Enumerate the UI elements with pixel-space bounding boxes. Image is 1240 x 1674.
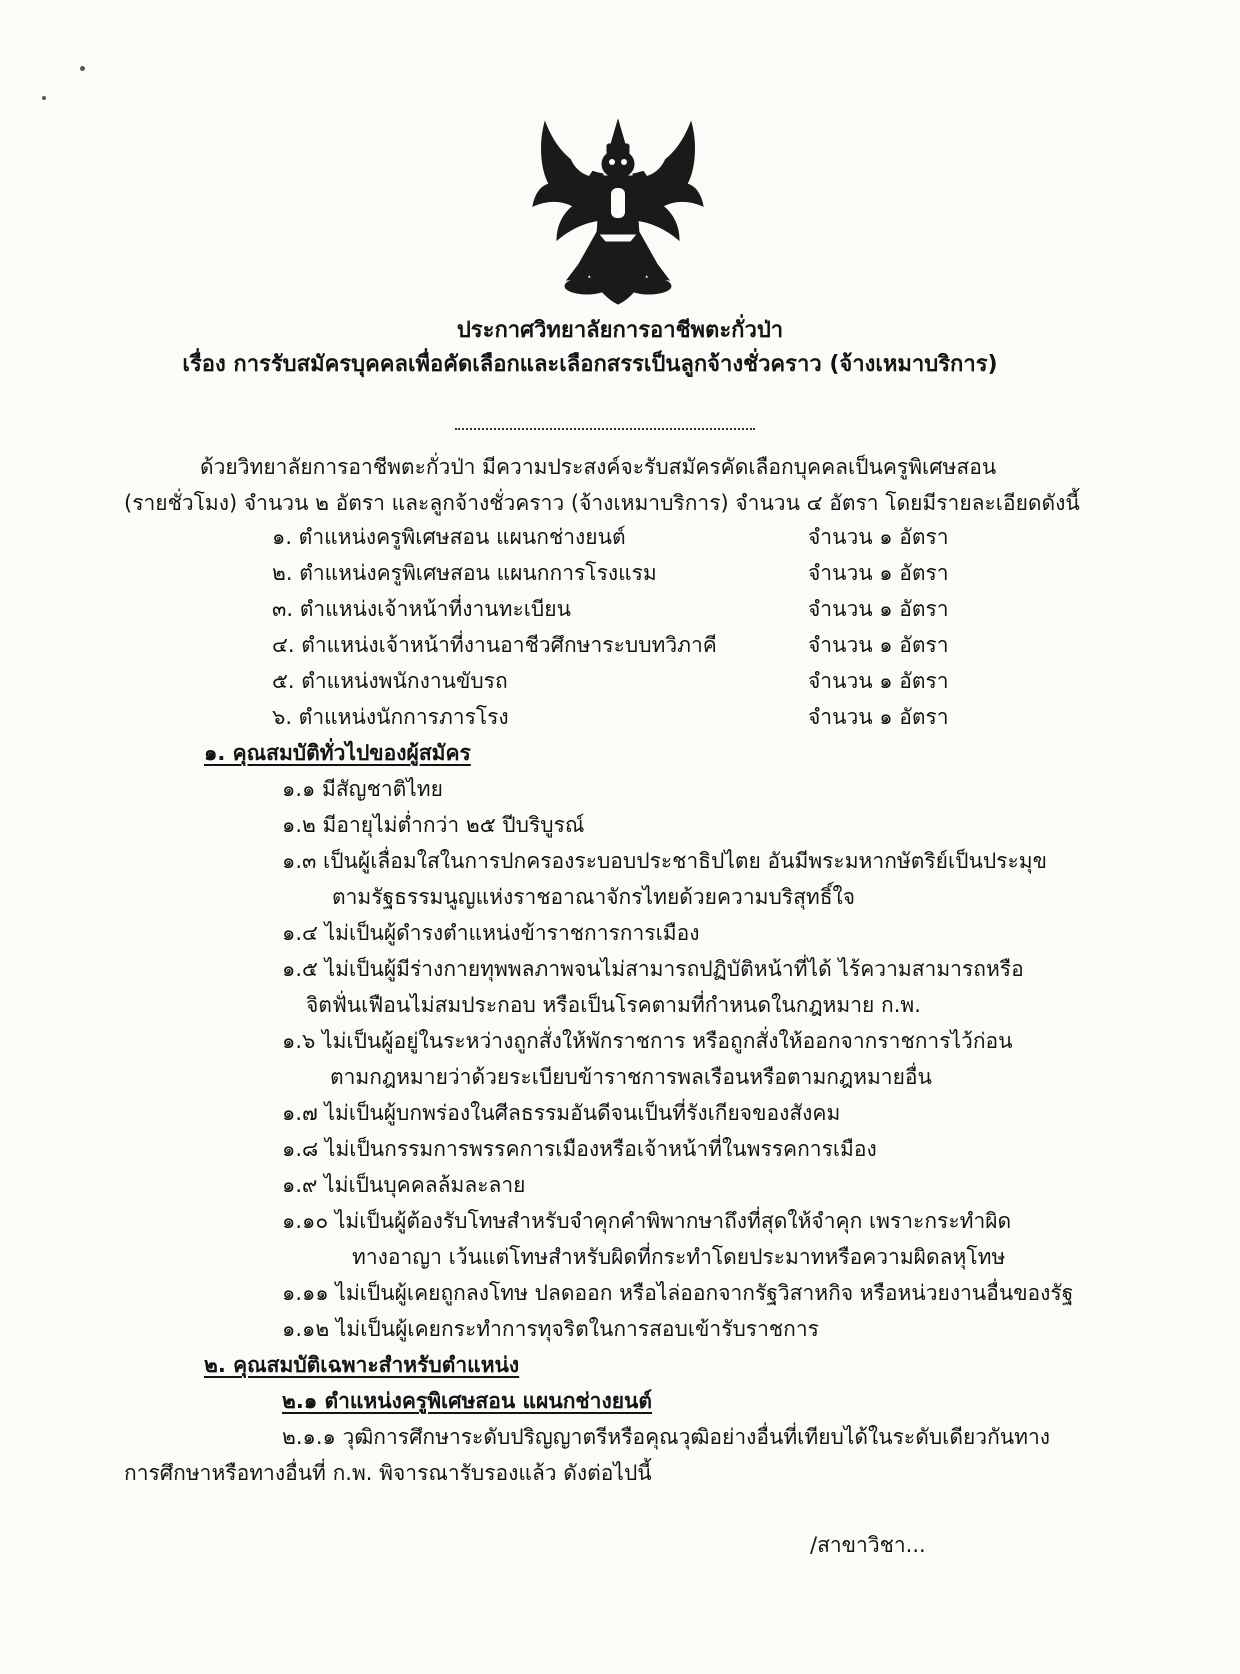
- qualification-line: ทางอาญา เว้นแต่โทษสำหรับผิดที่กระทำโดยประมาทหรือความผิดลหุโทษ: [352, 1245, 1006, 1269]
- qualification-line: ๑.๕ ไม่เป็นผู้มีร่างกายทุพพลภาพจนไม่สามารถปฏิบัติหน้าที่ได้ ไร้ความสามารถหรือ: [282, 957, 1024, 981]
- qualification-line: ๑.๘ ไม่เป็นกรรมการพรรคการเมืองหรือเจ้าหน้าที่ในพรรคการเมือง: [282, 1137, 877, 1161]
- qualification-line: ๑.๑ มีสัญชาติไทย: [282, 777, 443, 801]
- position-count: จำนวน ๑ อัตรา: [808, 561, 949, 585]
- announcement-title: ประกาศวิทยาลัยการอาชีพตะกั่วป่า: [456, 318, 784, 343]
- scan-speck: [80, 66, 85, 71]
- qualification-line: ๑.๗ ไม่เป็นผู้บกพร่องในศีลธรรมอันดีจนเป็นที่รังเกียจของสังคม: [282, 1101, 841, 1125]
- qualification-line: ๑.๑๐ ไม่เป็นผู้ต้องรับโทษสำหรับจำคุกคำพิพากษาถึงที่สุดให้จำคุก เพราะกระทำผิด: [282, 1209, 1012, 1233]
- intro-line-2: (รายชั่วโมง) จำนวน ๒ อัตรา และลูกจ้างชั่วคราว (จ้างเหมาบริการ) จำนวน ๔ อัตรา โดยมีรายละเอียดดังนี้: [124, 491, 1080, 515]
- position-title: ๕. ตำแหน่งพนักงานขับรถ: [272, 669, 508, 693]
- dotted-separator: [455, 428, 755, 430]
- qualification-line: ๑.๑๑ ไม่เป็นผู้เคยถูกลงโทษ ปลดออก หรือไล่ออกจากรัฐวิสาหกิจ หรือหน่วยงานอื่นของรัฐ: [282, 1281, 1074, 1305]
- qualification-line: ๑.๖ ไม่เป็นผู้อยู่ในระหว่างถูกสั่งให้พักราชการ หรือถูกสั่งให้ออกจากราชการไว้ก่อน: [282, 1029, 1013, 1053]
- position-count: จำนวน ๑ อัตรา: [808, 669, 949, 693]
- scan-speck: [42, 96, 46, 100]
- position-title: ๒. ตำแหน่งครูพิเศษสอน แผนกการโรงแรม: [272, 561, 657, 585]
- page-continuation: /สาขาวิชา...: [810, 1533, 926, 1557]
- position-title: ๖. ตำแหน่งนักการภารโรง: [272, 705, 509, 729]
- position-title: ๑. ตำแหน่งครูพิเศษสอน แผนกช่างยนต์: [272, 525, 626, 549]
- qualification-line: ตามรัฐธรรมนูญแห่งราชอาณาจักรไทยด้วยความบริสุทธิ์ใจ: [332, 885, 856, 909]
- announcement-subject: เรื่อง การรับสมัครบุคคลเพื่อคัดเลือกและเลือกสรรเป็นลูกจ้างชั่วคราว (จ้างเหมาบริการ): [182, 352, 998, 377]
- section-2-heading: ๒. คุณสมบัติเฉพาะสำหรับตำแหน่ง: [204, 1353, 520, 1377]
- position-count: จำนวน ๑ อัตรา: [808, 597, 949, 621]
- garuda-emblem: [527, 114, 709, 306]
- position-count: จำนวน ๑ อัตรา: [808, 705, 949, 729]
- qualification-line: ๑.๙ ไม่เป็นบุคคลล้มละลาย: [282, 1173, 526, 1197]
- qualification-line: ๑.๓ เป็นผู้เลื่อมใสในการปกครองระบอบประชาธิปไตย อันมีพระมหากษัตริย์เป็นประมุข: [282, 849, 1047, 873]
- qualification-line: ๑.๔ ไม่เป็นผู้ดำรงตำแหน่งข้าราชการการเมือง: [282, 921, 700, 945]
- qualification-line: ๑.๑๒ ไม่เป็นผู้เคยกระทำการทุจริตในการสอบเข้ารับราชการ: [282, 1317, 819, 1341]
- section-2-line-2: การศึกษาหรือทางอื่นที่ ก.พ. พิจารณารับรองแล้ว ดังต่อไปนี้: [124, 1461, 652, 1485]
- position-title: ๔. ตำแหน่งเจ้าหน้าที่งานอาชีวศึกษาระบบทวิภาคี: [272, 633, 717, 657]
- section-1-heading: ๑. คุณสมบัติทั่วไปของผู้สมัคร: [204, 741, 471, 765]
- section-2-1-heading: ๒.๑ ตำแหน่งครูพิเศษสอน แผนกช่างยนต์: [282, 1389, 653, 1413]
- position-title: ๓. ตำแหน่งเจ้าหน้าที่งานทะเบียน: [272, 597, 571, 621]
- qualification-line: ตามกฎหมายว่าด้วยระเบียบข้าราชการพลเรือนหรือตามกฎหมายอื่น: [330, 1065, 932, 1089]
- position-count: จำนวน ๑ อัตรา: [808, 633, 949, 657]
- position-count: จำนวน ๑ อัตรา: [808, 525, 949, 549]
- section-2-line-1: ๒.๑.๑ วุฒิการศึกษาระดับปริญญาตรีหรือคุณวุฒิอย่างอื่นที่เทียบได้ในระดับเดียวกันทาง: [282, 1425, 1051, 1449]
- intro-line-1: ด้วยวิทยาลัยการอาชีพตะกั่วป่า มีความประสงค์จะรับสมัครคัดเลือกบุคคลเป็นครูพิเศษสอน: [200, 455, 997, 479]
- qualification-line: ๑.๒ มีอายุไม่ต่ำกว่า ๒๕ ปีบริบูรณ์: [282, 813, 585, 837]
- qualification-line: จิตฟั่นเฟือนไม่สมประกอบ หรือเป็นโรคตามที่กำหนดในกฎหมาย ก.พ.: [306, 993, 921, 1017]
